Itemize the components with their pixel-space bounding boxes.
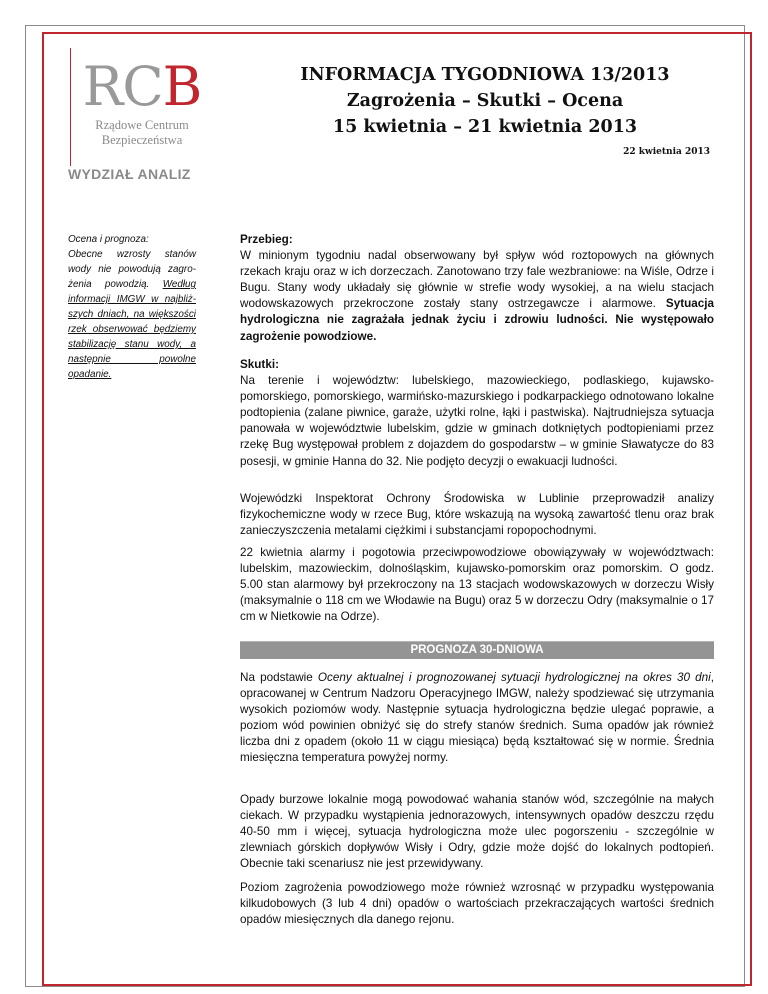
department-label: WYDZIAŁ ANALIZ: [68, 166, 191, 182]
title-line3: 15 kwietnia – 21 kwietnia 2013: [332, 117, 638, 137]
skutki-heading: Skutki:: [240, 358, 279, 371]
sidebar-text-plain: Obecne wzrosty stanów wody nie powodują zagro-żenia powodzią.: [68, 249, 196, 290]
title-line2: Zagrożenia – Skutki – Ocena: [346, 91, 624, 111]
sidebar-text: [68, 247, 196, 382]
logo-letter-b: B: [162, 55, 202, 118]
sidebar-heading: Ocena i prognoza:: [68, 234, 149, 245]
document-title: [255, 62, 715, 140]
section-prognoza-2: [240, 792, 714, 872]
rcb-logo: [72, 55, 212, 148]
przebieg-text: W minionym tygodniu nadal obserwowany był spływ wód roztopowych na głównych rzekach kraju oraz w ich dorzeczach. Zanotowano trzy fale wezbraniowe: na Wiśle, Odrze i Bugu. Stany wody układały się głównie w strefie wody wysokiej, a na wielu stacjach wodowskazowych przekroczone zostały stany ostrzegawcze i alarmowe.: [240, 249, 714, 311]
prognoza-p1-italic: Oceny aktualnej i prognozowanej sytuacji hydrologicznej na okres 30 dni: [317, 671, 711, 684]
sidebar-assessment: [68, 232, 196, 382]
skutki-paragraph-3: 22 kwietnia alarmy i pogotowia przeciwpowodziowe obowiązywały w województwach: lubelskim, mazowieckim, dolnośląskim, kujawsko-pomorskim oraz pomorskim. O godz. 5.00 stan alarmowy był przekroczony na 13 stacjach wodowskazowych w dorzeczu Wisły (maksymalnie o 118 cm we Włodawie na Bugu) oraz 5 w dorzeczu Odry (maksymalnie o 17 cm w Nietkowie na Odrze).: [240, 546, 714, 624]
section-prognoza-3: [240, 880, 714, 928]
skutki-paragraph-2: Wojewódzki Inspektorat Ochrony Środowiska w Lublinie przeprowadził analizy fizykochemiczne wody w rzece Bug, które wskazują na wysoką zawartość tlenu oraz brak zanieczyszczenia metalami ciężkimi i substancjami ropopochodnymi.: [240, 492, 714, 538]
skutki-paragraph-1: Na terenie i województw: lubelskiego, mazowieckiego, podlaskiego, kujawsko-pomorskiego, pomorskiego, warmińsko-mazurskiego i podkarpackiego odnotowano lokalne podtopienia (zalane piwnice, garaże, użytki rolne, łąki i pastwiska). Najtrudniejsza sytuacja panowała w województwie lubelskim, gdzie w gminach dotkniętych podtopieniami przez rzekę Bug występował problem z dojazdem do gospodarstw – w gminie Sławatycze do 83 posesji, w gminie Hanna do 32. Nie podjęto decyzji o ewakuacji ludności.: [240, 374, 714, 468]
title-line1: INFORMACJA TYGODNIOWA 13/2013: [300, 65, 670, 85]
przebieg-bold-text: Sytuacja hydrologiczna nie zagrażała jednak życiu i zdrowiu ludności. Nie występowało zagrożenie powodziowe.: [240, 297, 714, 343]
prognoza-p1-rest: , opracowanej w Centrum Nadzoru Operacyjnego IMGW, należy spodziewać się utrzymania wysokich poziomów wody. Następnie sytuacja hydrologiczna będzie ulegać poprawie, a poziom wód powinien obniżyć się do strefy stanów średnich. Suma opadów jak również liczba dni z opadem (około 11 w ciągu miesiąca) będą kształtować się w normie. Średnia miesięczna temperatura powyżej normy.: [240, 671, 714, 765]
publication-date: 22 kwietnia 2013: [623, 147, 710, 157]
przebieg-paragraph: [240, 248, 714, 345]
section-skutki: [240, 357, 714, 470]
forecast-section-bar: PROGNOZA 30-DNIOWA: [240, 641, 714, 659]
prognoza-paragraph-2: Opady burzowe lokalnie mogą powodować wahania stanów wód, szczególnie na małych ciekach. W przypadku wystąpienia jednorazowych, intensywnych opadów deszczu rzędu 40-50 mm i więcej, sytuacja hydrologiczna może ulec pogorszeniu - szczególnie w zlewniach górskich dopływów Wisły i Odry, gdzie może dojść do lokalnych podtopień. Obecnie taki scenariusz nie jest przewidywany.: [240, 793, 714, 871]
logo-subtitle-line1: Rządowe Centrum: [95, 118, 189, 132]
logo-letters-rc: RC: [82, 55, 163, 118]
section-prognoza-1: [240, 670, 714, 767]
przebieg-heading: Przebieg:: [240, 233, 293, 246]
prognoza-p1-start: Na podstawie: [240, 671, 313, 684]
logo-subtitle-line2: Bezpieczeństwa: [101, 133, 183, 147]
prognoza-paragraph-1: [240, 670, 714, 767]
sidebar-text-underlined: Według informacji IMGW w najbliż-szych dniach, na większości rzek obserwować będziemy stabilizację stanu wody, a następnie powolne opadanie.: [68, 279, 196, 380]
prognoza-paragraph-3: Poziom zagrożenia powodziowego może również wzrosnąć w przypadku występowania kilkudobowych (3 lub 4 dni) opadów o wartościach przekraczających wartości średnich opadów miesięcznych dla danego rejonu.: [240, 881, 714, 927]
section-przebieg: [240, 232, 714, 345]
logo-divider: [70, 48, 71, 166]
section-wios: [240, 491, 714, 539]
logo-letters: [72, 55, 212, 118]
section-alarmy: [240, 545, 714, 625]
